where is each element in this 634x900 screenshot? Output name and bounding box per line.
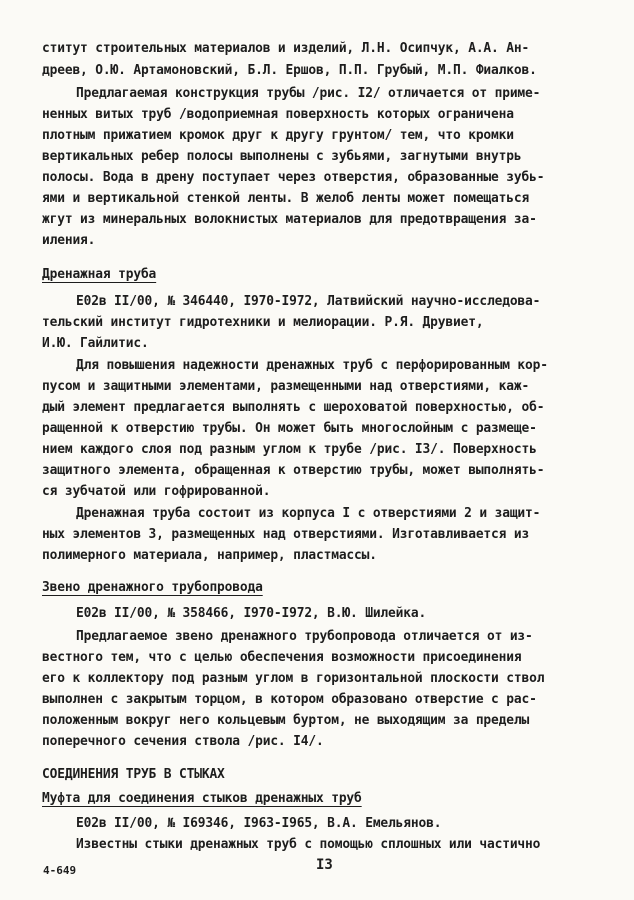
paragraph-start: Предлагаемая конструкция трубы /рис. I2/ отличается от приме- bbox=[76, 86, 541, 101]
text-line: вертикальных ребер полосы выполнены с зубьями, загнутыми внутрь bbox=[42, 149, 522, 164]
section-heading: Звено дренажного трубопровода bbox=[42, 580, 263, 595]
text-line: положенным вокруг него кольцевым буртом, не выходящим за пределы bbox=[42, 713, 530, 728]
paragraph-start: Для повышения надежности дренажных труб с перфорированным кор- bbox=[76, 358, 548, 373]
text-line: полосы. Вода в дрену поступает через отверстия, образованные зубь- bbox=[42, 170, 545, 185]
footer-print-code: 4-649 bbox=[43, 864, 77, 877]
text-line: полимерного материала, например, пластмассы. bbox=[42, 548, 377, 563]
paragraph-start: Предлагаемое звено дренажного трубопровода отличается от из- bbox=[76, 629, 533, 644]
text-line: ращенной к отверстию трубы. Он может быть многослойным с размеще- bbox=[42, 421, 537, 436]
text-line: пусом и защитными элементами, размещенными над отверстиями, каж- bbox=[42, 379, 530, 394]
text-line: ями и вертикальной стенкой ленты. В желоб ленты может помещаться bbox=[42, 191, 530, 206]
text-line: ститут строительных материалов и изделий, Л.Н. Осипчук, А.А. Ан- bbox=[42, 41, 530, 56]
text-line: вестного тем, что с целью обеспечения возможности присоединения bbox=[42, 650, 522, 665]
text-line: ненных витых труб /водоприемная поверхность которых ограничена bbox=[42, 107, 514, 122]
text-line: иления. bbox=[42, 233, 96, 248]
page-number: I3 bbox=[316, 857, 333, 873]
text-line: его к коллектору под разным углом в горизонтальной плоскости ствол bbox=[42, 671, 545, 686]
text-line: дреев, О.Ю. Артамоновский, Б.Л. Ершов, П.П. Грубый, М.П. Фиалков. bbox=[42, 63, 537, 78]
section-heading: Муфта для соединения стыков дренажных труб bbox=[42, 791, 362, 806]
text-line: выполнен с закрытым торцом, в котором образовано отверстие с рас- bbox=[42, 692, 537, 707]
paragraph-start: Дренажная труба состоит из корпуса I с отверстиями 2 и защит- bbox=[76, 506, 541, 521]
text-line: плотным прижатием кромок друг к другу грунтом/ тем, что кромки bbox=[42, 128, 514, 143]
patent-reference: Е02в II/00, № I69346, I963-I965, В.А. Емельянов. bbox=[76, 816, 442, 831]
text-line: защитного элемента, обращенная к отверстию трубы, может выполнять- bbox=[42, 463, 545, 478]
text-line: нием каждого слоя под разным углом к трубе /рис. I3/. Поверхность bbox=[42, 442, 537, 457]
text-line: поперечного сечения ствола /рис. I4/. bbox=[42, 734, 324, 749]
paragraph-start: Известны стыки дренажных труб с помощью сплошных или частично bbox=[76, 837, 541, 852]
text-line: жгут из минеральных волокнистых материалов для предотвращения за- bbox=[42, 212, 537, 227]
text-line: тельский институт гидротехники и мелиорации. Р.Я. Друвиет, bbox=[42, 315, 484, 330]
section-heading: Дренажная труба bbox=[42, 267, 157, 282]
text-line: И.Ю. Гайлитис. bbox=[42, 336, 149, 351]
chapter-heading: СОЕДИНЕНИЯ ТРУБ В СТЫКАХ bbox=[42, 767, 225, 782]
text-line: ся зубчатой или гофрированной. bbox=[42, 484, 271, 499]
patent-reference: Е02в II/00, № 346440, I970-I972, Латвийский научно-исследова- bbox=[76, 294, 541, 309]
patent-reference: Е02в II/00, № 358466, I970-I972, В.Ю. Шилейка. bbox=[76, 606, 427, 621]
text-line: дый элемент предлагается выполнять с шероховатой поверхностью, об- bbox=[42, 400, 545, 415]
text-line: ных элементов 3, размещенных над отверстиями. Изготавливается из bbox=[42, 527, 530, 542]
